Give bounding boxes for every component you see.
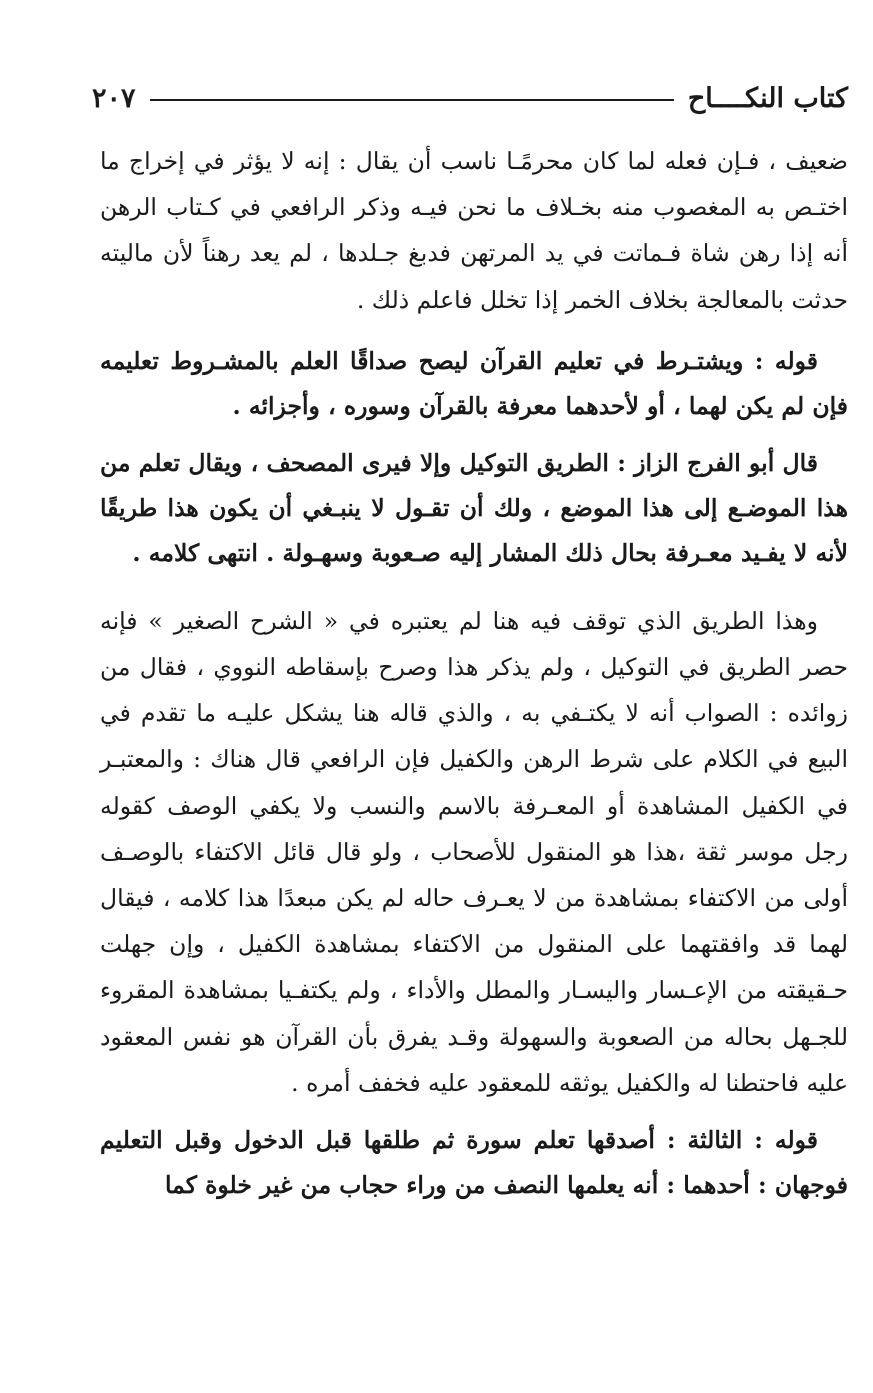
page-header	[92, 78, 848, 118]
page-body	[100, 138, 848, 1208]
paragraph-quoted-text-1: قوله : ويشتـرط في تعليم القرآن ليصح صداقًا العلم بالمشـروط تعليمه فإن لم يكن لهما ، أو لأحدهما معرفة بالقرآن وسوره ، وأجزائه .	[100, 346, 848, 420]
paragraph-quoted-text-3: قوله : الثالثة : أصدقها تعلم سورة ثم طلقها قبل الدخول وقبل التعليم فوجهان : أحدهما : أنه يعلمها النصف من وراء حجاب من غير خلوة كما	[100, 1126, 848, 1200]
paragraph-commentary-2: وهذا الطريق الذي توقف فيه هنا لم يعتبره في « الشرح الصغير » فإنه حصر الطريق في التوكيل ، ولم يذكر هذا وصرح بإسقاطه النووي ، فقال من زوائده : الصواب أنه لا يكتـفي به ، والذي قاله هنا يشكل عليـه ما تقدم في البيع في الكلام على شرط الرهن والكفيل فإن الرافعي قال هناك : والمعتبـر في الكفيل المشاهدة أو المعـرفة بالاسم والنسب ولا يكفي الوصف كقوله رجل موسر ثقة ،هذا هو المنقول للأصحاب ، ولو قال قائل الاكتفاء بالوصـف أولى من الاكتفاء بمشاهدة من لا يعـرف حاله لم يكن مبعدًا هذا كلامه ، فيقال لهما قد وافقتهما على المنقول من الاكتفاء بمشاهدة الكفيل ، وإن جهلت حـقيقته من الإعـسار واليسـار والمطل والأداء ، ولم يكتفـيا بمشاهدة المقروء للجـهل بحاله من الصعوبة والسهولة وقـد يفرق بأن القرآن هو نفس المعقود عليه فاحتطنا له والكفيل يوثقه للمعقود عليه فخفف أمره .	[100, 606, 848, 1097]
paragraph-quoted-text-2: قال أبو الفرج الزاز : الطريق التوكيل وإلا فيرى المصحف ، ويقال تعلم من هذا الموضـع إلى هذا الموضع ، ولك أن تقـول لا ينبـغي أن يكون هذا طريقًا لأنه لا يفـيد معـرفة بحال ذلك المشار إليه صـعوبة وسهـولة . انتهى كلامه .	[100, 448, 848, 567]
paragraph-commentary-1: ضعيف ، فـإن فعله لما كان محرمًـا ناسب أن يقال : إنه لا يؤثر في إخراج ما اختـص به المغصوب منه بخـلاف ما نحن فيـه وذكر الرافعي في كـتاب الرهن أنه إذا رهن شاة فـماتت في يد المرتهن فدبغ جـلدها ، لم يعد رهناً لأن ماليته حدثت بالمعالجة بخلاف الخمر إذا تخلل فاعلم ذلك .	[100, 147, 848, 314]
page-number: ٢٠٧	[92, 82, 136, 114]
header-rule	[150, 99, 674, 101]
running-title: كتاب النكــــاح	[687, 82, 848, 114]
